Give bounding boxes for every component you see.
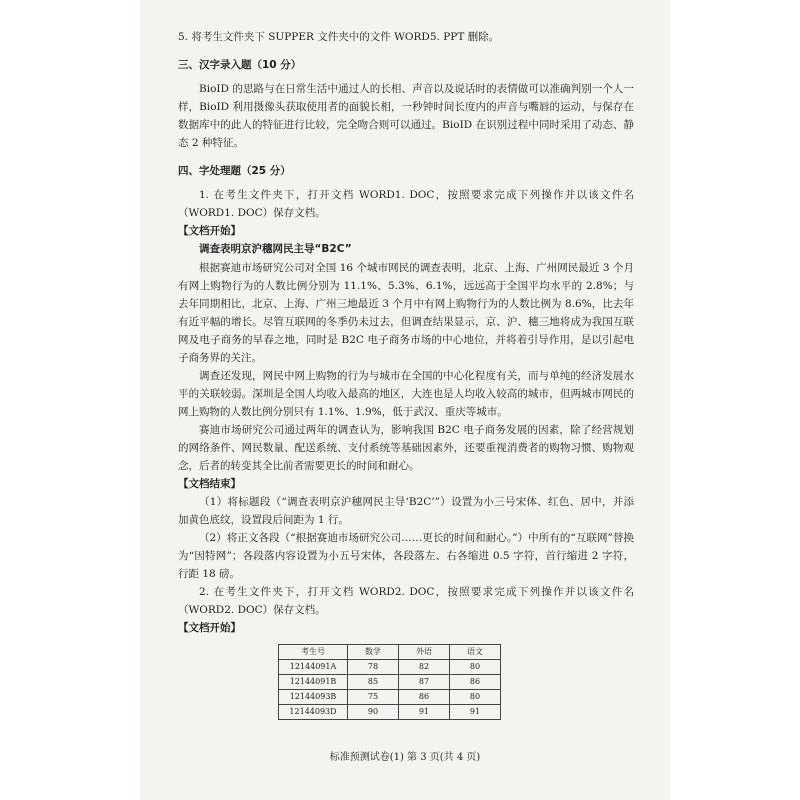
table-header-cell: 语文 <box>450 644 501 659</box>
q1-doc-start: 【文档开始】 <box>178 225 241 238</box>
table-row <box>279 659 501 674</box>
table-cell: 80 <box>450 659 501 674</box>
table-cell: 91 <box>399 704 450 719</box>
table-cell: 85 <box>348 674 399 689</box>
table-header-row <box>279 644 501 659</box>
score-table <box>278 644 501 720</box>
section-3-text: BioID 的思路与在日常生活中通过人的长相、声音以及说话时的表情做可以准确判别一个人一样，BioID 利用摄像头获取使用者的面貌长相，一秒钟时间长度内的声音与嘴唇的运动，与保存在数据库中的此人的特征进行比较，完全吻合则可以通过。BioID 在识别过程中同时采用了动态、静态 2 种特征。 <box>178 83 634 150</box>
table-row <box>279 674 501 689</box>
table-cell: 78 <box>348 659 399 674</box>
table-cell: 82 <box>399 659 450 674</box>
table-cell: 86 <box>399 689 450 704</box>
table-cell: 87 <box>399 674 450 689</box>
table-cell: 12144093B <box>279 689 348 704</box>
section-4-title: 四、字处理题（25 分） <box>178 165 291 178</box>
q1-step-1: （1）将标题段（“调查表明京沪穗网民主导‘B2C’”）设置为小三号宋体、红色、居中，并添加黄色底纹，设置段后间距为 1 行。 <box>178 496 634 527</box>
table-cell: 86 <box>450 674 501 689</box>
table-cell: 12144091B <box>279 674 348 689</box>
table-cell: 75 <box>348 689 399 704</box>
q1-paragraph: 调查还发现，网民中网上购物的行为与城市在全国的中心化程度有关，而与单纯的经济发展水平的关联较弱。深圳是全国人均收入最高的地区，大连也是人均收入较高的城市，但两城市网民的网上购物的人数比例分别只有 1.1%、1.9%，低于武汉、重庆等城市。 <box>178 369 634 418</box>
score-table-wrap <box>278 644 634 720</box>
page-footer: 标准预测试卷(1) 第 3 页(共 4 页) <box>329 752 481 763</box>
q2-instruction: 2. 在考生文件夹下，打开文档 WORD2. DOC，按照要求完成下列操作并以该文件名（WORD2. DOC）保存文档。 <box>178 586 634 617</box>
q2-doc-start: 【文档开始】 <box>178 622 241 635</box>
item-5: 5. 将考生文件夹下 SUPPER 文件夹中的文件 WORD5. PPT 删除。 <box>178 31 500 43</box>
table-header-cell: 数学 <box>348 644 399 659</box>
section-3-title: 三、汉字录入题（10 分） <box>178 59 302 72</box>
table-cell: 12144093D <box>279 704 348 719</box>
table-cell: 91 <box>450 704 501 719</box>
table-row <box>279 704 501 719</box>
table-header-cell: 外语 <box>399 644 450 659</box>
table-cell: 80 <box>450 689 501 704</box>
exam-page <box>140 0 670 800</box>
q1-paragraph: 根据赛迪市场研究公司对全国 16 个城市网民的调查表明，北京、上海、广州网民最近 3 个月有网上购物行为的人数比例分别为 11.1%、5.3%、6.1%，远远高于全国平均水平的 2.8%；与去年同期相比，北京、上海、广州三地最近 3 个月中有网上购物行为的人数比例为 8.6%，比去年有近平幅的增长。尽管互联网的冬季仍未过去，但调查结果显示，京、沪、穗三地将成为我国互联网及电子商务的早春之地，同时是 B2C 电子商务市场的中心地位，并将着引导作用，是以引起电子商务界的关注。 <box>178 261 634 364</box>
table-cell: 12144091A <box>279 659 348 674</box>
q1-doc-end: 【文档结束】 <box>178 478 241 491</box>
q1-doc-title: 调查表明京沪穗网民主导“B2C” <box>199 243 352 256</box>
table-header-cell: 考生号 <box>279 644 348 659</box>
page-content <box>178 28 634 720</box>
q1-paragraph: 赛迪市场研究公司通过两年的调查认为，影响我国 B2C 电子商务发展的因素，除了经营规划的网络条件、网民数量、配送系统、支付系统等基础因素外，还要重视消费者的购物习惯、购物观念，后者的转变其全比前者需要更长的时间和耐心。 <box>178 423 634 473</box>
table-cell: 90 <box>348 704 399 719</box>
q1-step-2: （2）将正文各段（“根据赛迪市场研究公司……更长的时间和耐心。”）中所有的“互联网”替换为“因特网”；各段落内容设置为小五号宋体，各段落左、右各缩进 0.5 字符，首行缩进 2 字符，行距 18 磅。 <box>178 532 634 581</box>
q1-instruction: 1. 在考生文件夹下，打开文档 WORD1. DOC，按照要求完成下列操作并以该文件名（WORD1. DOC）保存文档。 <box>178 189 634 220</box>
table-row <box>279 689 501 704</box>
